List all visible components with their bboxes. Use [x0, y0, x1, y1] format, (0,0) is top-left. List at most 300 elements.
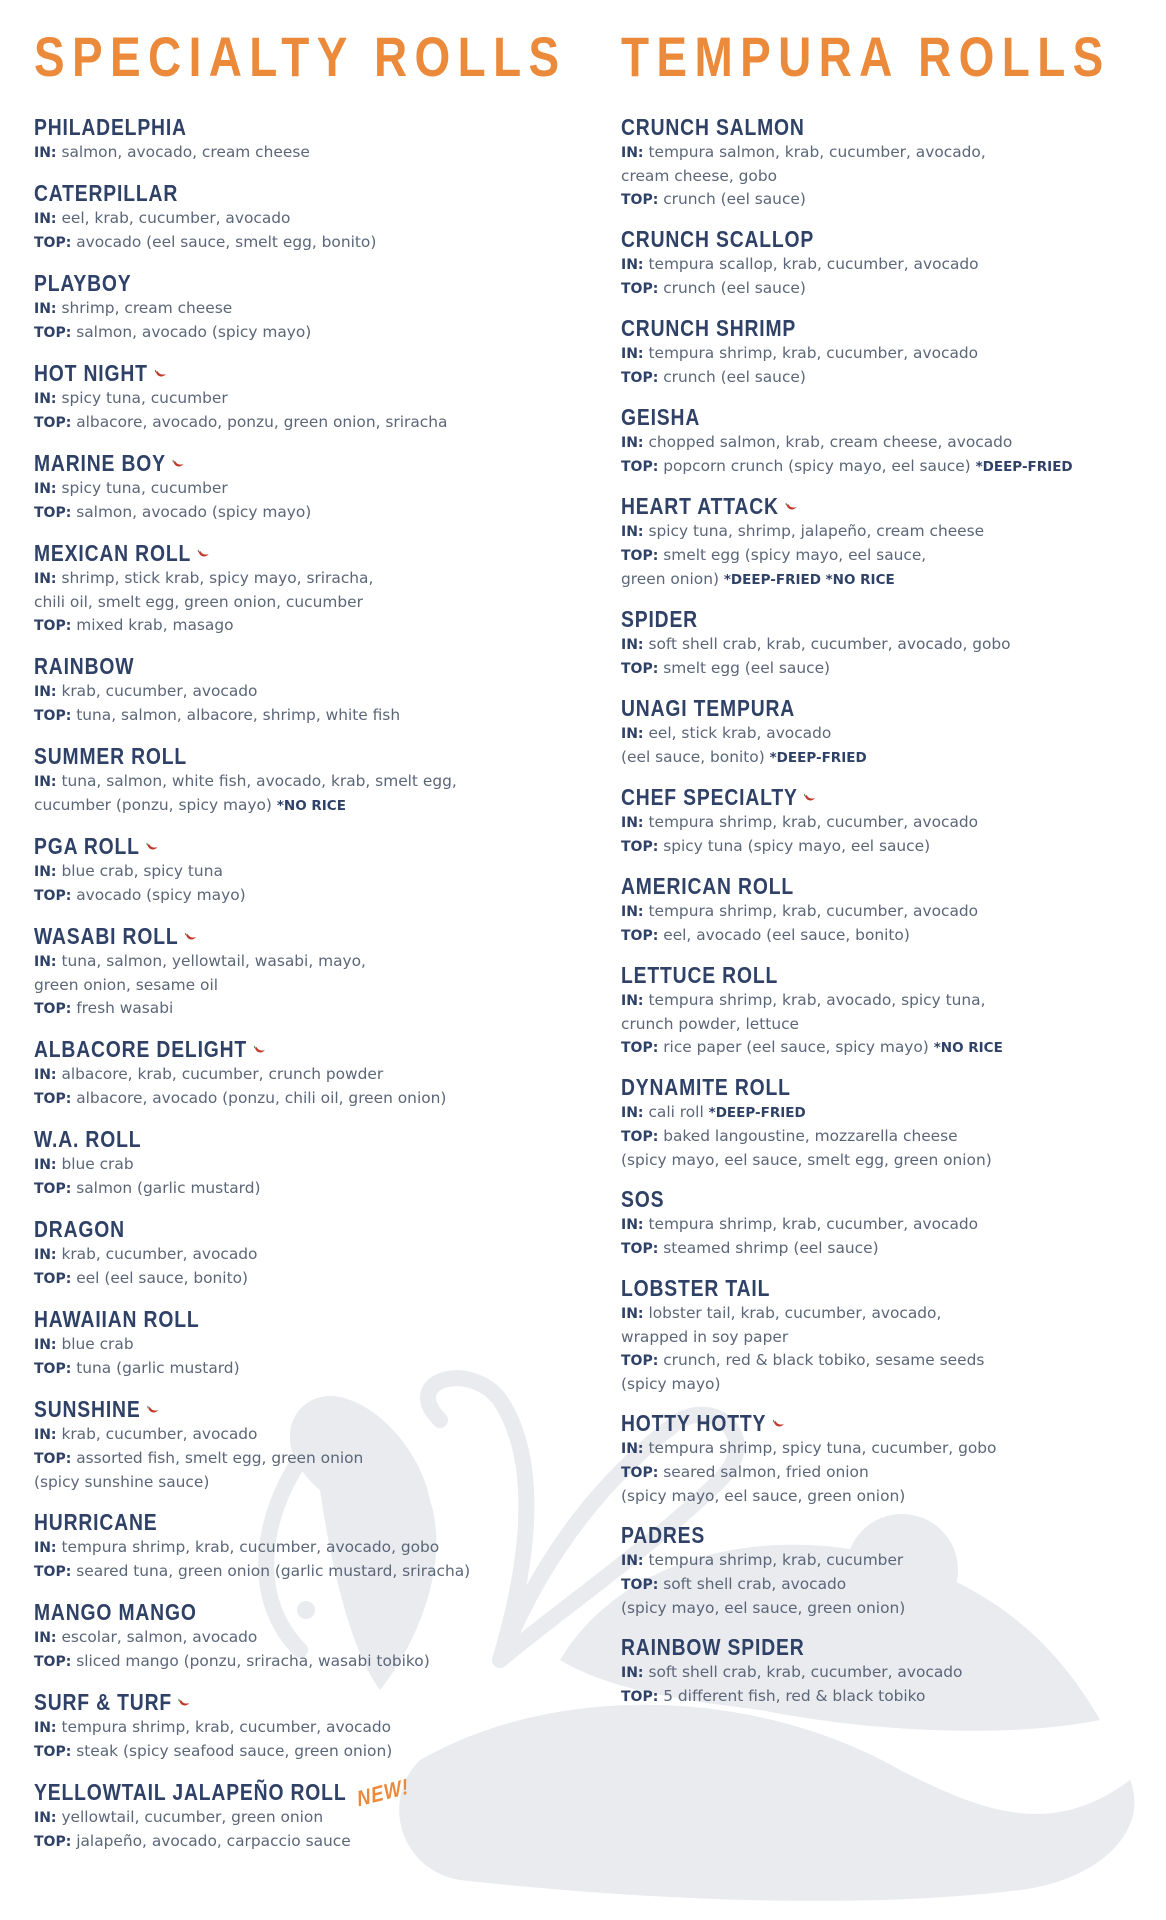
menu-item-line: [621, 900, 1151, 924]
line-text: crunch (eel sauce): [663, 368, 806, 386]
menu-item-line: [34, 704, 574, 728]
line-text: salmon, avocado, cream cheese: [61, 143, 310, 161]
menu-item-line: [34, 974, 574, 997]
menu-item-line: [34, 1267, 574, 1291]
menu-item-line: [34, 387, 574, 411]
chili-pepper-icon: [147, 842, 159, 852]
menu-item-line: [34, 591, 574, 614]
menu-item-line: [34, 141, 574, 165]
chili-pepper-icon: [786, 502, 798, 512]
line-text: baked langoustine, mozzarella cheese: [663, 1127, 958, 1145]
menu-item-line: [621, 1485, 1151, 1508]
line-text: tempura scallop, krab, cucumber, avocado: [648, 255, 979, 273]
menu-item-name-text: SOS: [621, 1186, 665, 1212]
line-label: TOP:: [621, 1040, 659, 1056]
menu-item-name: [621, 114, 1066, 141]
line-text: blue crab, spicy tuna: [61, 862, 223, 880]
line-label: IN:: [34, 1337, 57, 1353]
menu-item-line: [621, 342, 1151, 366]
line-label: IN:: [34, 211, 57, 227]
line-text: tempura shrimp, krab, cucumber, avocado: [648, 813, 979, 831]
line-text: tuna, salmon, yellowtail, wasabi, mayo,: [61, 952, 366, 970]
chili-pepper-icon: [185, 932, 197, 942]
menu-item-name: [621, 873, 1066, 900]
line-text: (spicy mayo, eel sauce, green onion): [621, 1487, 906, 1505]
line-label: IN:: [621, 815, 644, 831]
menu-item-line: [34, 1830, 574, 1854]
menu-item-name-text: PADRES: [621, 1522, 706, 1548]
line-text: 5 different fish, red & black tobiko: [663, 1687, 926, 1705]
line-text: chopped salmon, krab, cream cheese, avocado: [648, 433, 1013, 451]
menu-item-line: [34, 411, 574, 435]
line-text: green onion): [621, 570, 719, 588]
chili-pepper-icon: [773, 1419, 785, 1429]
menu-item-line: [621, 1237, 1151, 1261]
line-text: krab, cucumber, avocado: [61, 1425, 258, 1443]
line-label: IN:: [34, 391, 57, 407]
menu-item-line: [34, 321, 574, 345]
menu-item-name-text: HOTTY HOTTY: [621, 1410, 767, 1436]
menu-item-name-text: RAINBOW: [34, 653, 135, 679]
menu-item-line: [34, 1716, 574, 1740]
menu-item: [621, 695, 1151, 770]
menu-item-name-text: MANGO MANGO: [34, 1599, 197, 1625]
line-text: krab, cucumber, avocado: [61, 682, 258, 700]
menu-item: [621, 1410, 1151, 1508]
line-label: IN:: [621, 1306, 644, 1322]
menu-item-name-text: GEISHA: [621, 404, 701, 430]
menu-item-name: [34, 1306, 488, 1333]
menu-item-line: [34, 1153, 574, 1177]
menu-item-line: [34, 1333, 574, 1357]
line-label: TOP:: [34, 888, 72, 904]
menu-item-line: [621, 989, 1151, 1013]
menu-item-line: [621, 1461, 1151, 1485]
line-label: IN:: [621, 346, 644, 362]
line-text: soft shell crab, krab, cucumber, avocado, gobo: [648, 635, 1011, 653]
menu-item: [34, 1216, 574, 1291]
menu-item-name-text: CRUNCH SALMON: [621, 114, 805, 140]
menu-item: [34, 114, 574, 165]
menu-item-name: [34, 1773, 488, 1812]
menu-item-line: [34, 1423, 574, 1447]
line-text: tuna (garlic mustard): [76, 1359, 240, 1377]
line-text: tempura shrimp, krab, cucumber: [648, 1551, 904, 1569]
line-label: IN:: [621, 1553, 644, 1569]
chili-pepper-icon: [804, 793, 816, 803]
line-text: (eel sauce, bonito): [621, 748, 765, 766]
menu-item-name-text: SURF & TURF: [34, 1689, 173, 1715]
menu-item-line: [621, 1597, 1151, 1620]
line-label: IN:: [34, 571, 57, 587]
line-label: IN:: [34, 1427, 57, 1443]
menu-item-line: [621, 188, 1151, 212]
menu-item-name: [621, 493, 1066, 520]
menu-item-line: [621, 1036, 1151, 1060]
line-label: IN:: [34, 1157, 57, 1173]
line-text: smelt egg (spicy mayo, eel sauce,: [663, 546, 927, 564]
menu-item-line: [34, 770, 574, 794]
menu-item-line: [621, 277, 1151, 301]
menu-item-name-text: SPIDER: [621, 606, 698, 632]
menu-item: [621, 606, 1151, 681]
menu-item-line: [34, 1447, 574, 1471]
line-text: popcorn crunch (spicy mayo, eel sauce): [663, 457, 971, 475]
line-text: krab, cucumber, avocado: [61, 1245, 258, 1263]
menu-item-line: [34, 1243, 574, 1267]
menu-item-line: [34, 477, 574, 501]
menu-item-name: [621, 1186, 1066, 1213]
menu-item: [34, 1599, 574, 1674]
line-note: *DEEP-FRIED *NO RICE: [723, 572, 895, 588]
menu-item: [621, 315, 1151, 390]
menu-item-name-text: DRAGON: [34, 1216, 125, 1242]
menu-item-name: [621, 315, 1066, 342]
line-text: tuna, salmon, white fish, avocado, krab, smelt egg,: [61, 772, 457, 790]
line-text: cucumber (ponzu, spicy mayo): [34, 796, 272, 814]
menu-item-name: [34, 923, 488, 950]
line-label: TOP:: [621, 839, 659, 855]
line-label: IN:: [621, 145, 644, 161]
menu-item-line: [34, 884, 574, 908]
line-label: TOP:: [34, 1271, 72, 1287]
menu-item-line: [34, 794, 574, 818]
menu-item-line: [621, 811, 1151, 835]
menu-item-line: [34, 1536, 574, 1560]
menu-item-line: [621, 1013, 1151, 1036]
menu-item-line: [34, 1650, 574, 1674]
line-text: cali roll: [648, 1103, 704, 1121]
line-label: TOP:: [621, 548, 659, 564]
line-text: tempura salmon, krab, cucumber, avocado,: [648, 143, 986, 161]
menu-item-name: [621, 1275, 1066, 1302]
menu-item-line: [34, 1471, 574, 1494]
line-label: IN:: [34, 1067, 57, 1083]
menu-item-name-text: CATERPILLAR: [34, 180, 179, 206]
menu-item-name-text: LOBSTER TAIL: [621, 1275, 771, 1301]
menu-item-line: [34, 614, 574, 638]
line-label: IN:: [34, 1247, 57, 1263]
chili-pepper-icon: [198, 549, 210, 559]
menu-item-line: [34, 207, 574, 231]
menu-item-line: [621, 1549, 1151, 1573]
line-text: avocado (eel sauce, smelt egg, bonito): [76, 233, 377, 251]
menu-item-name: [621, 962, 1066, 989]
menu-item-name-text: HEART ATTACK: [621, 493, 779, 519]
menu-item: [34, 1126, 574, 1201]
menu-item: [34, 1689, 574, 1764]
line-label: TOP:: [621, 1241, 659, 1257]
line-label: TOP:: [34, 708, 72, 724]
menu-item-name: [621, 606, 1066, 633]
line-text: eel (eel sauce, bonito): [76, 1269, 249, 1287]
line-label: IN:: [621, 993, 644, 1009]
menu-item-line: [621, 1661, 1151, 1685]
line-text: chili oil, smelt egg, green onion, cucumber: [34, 593, 363, 611]
line-label: IN:: [621, 1217, 644, 1233]
line-text: steamed shrimp (eel sauce): [663, 1239, 879, 1257]
menu-item: [621, 1186, 1151, 1261]
menu-item-line: [621, 633, 1151, 657]
menu-item-name-text: RAINBOW SPIDER: [621, 1634, 805, 1660]
line-note: *NO RICE: [933, 1040, 1003, 1056]
line-text: blue crab: [61, 1335, 134, 1353]
line-text: (spicy mayo, eel sauce, green onion): [621, 1599, 906, 1617]
line-text: mixed krab, masago: [76, 616, 234, 634]
menu-item: [34, 540, 574, 638]
menu-item-name: [34, 1689, 488, 1716]
menu-item-name-text: UNAGI TEMPURA: [621, 695, 796, 721]
line-label: IN:: [34, 774, 57, 790]
menu-item-line: [34, 1626, 574, 1650]
menu-item-name-text: MEXICAN ROLL: [34, 540, 192, 566]
line-text: tempura shrimp, krab, cucumber, avocado: [648, 1215, 979, 1233]
menu-item-name: [34, 1396, 488, 1423]
line-label: TOP:: [34, 1654, 72, 1670]
line-text: spicy tuna, shrimp, jalapeño, cream cheese: [648, 522, 985, 540]
tempura-rolls-column: [621, 22, 1151, 1723]
line-text: soft shell crab, avocado: [663, 1575, 847, 1593]
menu-item-line: [34, 680, 574, 704]
menu-item-name-text: PHILADELPHIA: [34, 114, 187, 140]
specialty-rolls-list: [34, 114, 574, 1854]
line-label: TOP:: [34, 618, 72, 634]
menu-item: [34, 450, 574, 525]
menu-item-line: [34, 1740, 574, 1764]
menu-item: [621, 962, 1151, 1060]
menu-item-name-text: DYNAMITE ROLL: [621, 1074, 791, 1100]
menu-item-line: [621, 366, 1151, 390]
line-note: *DEEP-FRIED: [708, 1105, 806, 1121]
menu-item-name: [34, 1036, 488, 1063]
menu-item: [621, 226, 1151, 301]
menu-item-name-text: MARINE BOY: [34, 450, 166, 476]
menu-item-name: [34, 833, 488, 860]
line-label: IN:: [34, 481, 57, 497]
menu-item-line: [621, 1573, 1151, 1597]
menu-item-name-text: HURRICANE: [34, 1509, 158, 1535]
menu-item: [621, 1275, 1151, 1396]
line-text: eel, stick krab, avocado: [648, 724, 832, 742]
menu-item-line: [621, 835, 1151, 859]
menu-item-line: [621, 1685, 1151, 1709]
menu-item-line: [621, 1101, 1151, 1125]
line-text: shrimp, cream cheese: [61, 299, 233, 317]
menu-item-name: [34, 540, 488, 567]
line-text: albacore, avocado, ponzu, green onion, sriracha: [76, 413, 448, 431]
menu-item: [621, 493, 1151, 592]
menu-item-line: [34, 231, 574, 255]
line-note: *DEEP-FRIED: [975, 459, 1073, 475]
line-text: eel, krab, cucumber, avocado: [61, 209, 291, 227]
menu-item-name: [34, 1216, 488, 1243]
line-label: IN:: [34, 954, 57, 970]
line-label: TOP:: [34, 1744, 72, 1760]
line-label: IN:: [621, 1665, 644, 1681]
line-label: TOP:: [621, 661, 659, 677]
menu-item-line: [621, 141, 1151, 165]
line-label: TOP:: [621, 1577, 659, 1593]
menu-item: [621, 1522, 1151, 1620]
line-label: TOP:: [34, 1181, 72, 1197]
line-text: crunch (eel sauce): [663, 190, 806, 208]
menu-item-name: [621, 1634, 1066, 1661]
menu-item-name-text: CHEF SPECIALTY: [621, 784, 798, 810]
menu-item: [34, 1306, 574, 1381]
line-label: TOP:: [34, 1834, 72, 1850]
line-text: cream cheese, gobo: [621, 167, 778, 185]
line-note: *DEEP-FRIED: [769, 750, 867, 766]
menu-item-line: [621, 1437, 1151, 1461]
menu-item-line: [621, 1149, 1151, 1172]
menu-item: [34, 1509, 574, 1584]
line-label: IN:: [621, 904, 644, 920]
line-text: spicy tuna, cucumber: [61, 479, 228, 497]
specialty-rolls-title: SPECIALTY ROLLS: [34, 25, 567, 88]
menu-item-line: [621, 455, 1151, 479]
line-text: salmon, avocado (spicy mayo): [76, 323, 312, 341]
line-text: blue crab: [61, 1155, 134, 1173]
menu-item: [34, 923, 574, 1021]
menu-item-name-text: W.A. ROLL: [34, 1126, 142, 1152]
menu-item: [34, 1036, 574, 1111]
menu-item-line: [621, 1213, 1151, 1237]
menu-item-line: [621, 657, 1151, 681]
line-label: IN:: [34, 1810, 57, 1826]
line-text: spicy tuna, cucumber: [61, 389, 228, 407]
line-text: seared salmon, fried onion: [663, 1463, 869, 1481]
chili-pepper-icon: [254, 1045, 266, 1055]
menu-item-name: [34, 114, 488, 141]
line-text: tempura shrimp, krab, cucumber, avocado: [648, 344, 979, 362]
line-text: albacore, krab, cucumber, crunch powder: [61, 1065, 384, 1083]
menu-item-line: [34, 860, 574, 884]
menu-item-line: [34, 1357, 574, 1381]
menu-item-name-text: ALBACORE DELIGHT: [34, 1036, 248, 1062]
line-text: jalapeño, avocado, carpaccio sauce: [76, 1832, 351, 1850]
menu-item-name-text: CRUNCH SHRIMP: [621, 315, 797, 341]
line-label: IN:: [621, 637, 644, 653]
menu-item: [621, 1074, 1151, 1172]
line-label: TOP:: [621, 192, 659, 208]
line-label: IN:: [621, 1441, 644, 1457]
line-text: (spicy mayo): [621, 1375, 721, 1393]
menu-item-name: [621, 404, 1066, 431]
menu-item-line: [621, 1326, 1151, 1349]
menu-item-line: [621, 924, 1151, 948]
line-label: IN:: [621, 726, 644, 742]
menu-item-line: [34, 1806, 574, 1830]
menu-item-line: [621, 568, 1151, 592]
menu-item: [34, 833, 574, 908]
line-text: albacore, avocado (ponzu, chili oil, green onion): [76, 1089, 447, 1107]
menu-item-name: [34, 1509, 488, 1536]
line-label: IN:: [34, 145, 57, 161]
menu-item-line: [621, 165, 1151, 188]
menu-item-name-text: HAWAIIAN ROLL: [34, 1306, 200, 1332]
line-text: sliced mango (ponzu, sriracha, wasabi tobiko): [76, 1652, 430, 1670]
menu-item-line: [34, 1177, 574, 1201]
menu-item: [34, 270, 574, 345]
line-text: escolar, salmon, avocado: [61, 1628, 258, 1646]
menu-item: [34, 653, 574, 728]
line-label: TOP:: [621, 281, 659, 297]
menu-item-name-text: SUNSHINE: [34, 1396, 141, 1422]
line-label: TOP:: [621, 370, 659, 386]
new-badge: NEW!: [354, 1773, 411, 1812]
line-text: (spicy sunshine sauce): [34, 1473, 210, 1491]
line-label: IN:: [34, 1630, 57, 1646]
menu-item-name: [621, 226, 1066, 253]
menu-item-name: [34, 360, 488, 387]
menu-item-line: [621, 253, 1151, 277]
line-label: TOP:: [621, 1465, 659, 1481]
line-label: TOP:: [34, 235, 72, 251]
menu-item-line: [621, 544, 1151, 568]
menu-item-line: [34, 501, 574, 525]
menu-item: [621, 784, 1151, 859]
line-text: eel, avocado (eel sauce, bonito): [663, 926, 910, 944]
line-label: IN:: [34, 1720, 57, 1736]
line-text: lobster tail, krab, cucumber, avocado,: [648, 1304, 942, 1322]
line-text: seared tuna, green onion (garlic mustard, sriracha): [76, 1562, 471, 1580]
line-text: crunch (eel sauce): [663, 279, 806, 297]
line-label: TOP:: [34, 415, 72, 431]
line-label: TOP:: [621, 459, 659, 475]
line-text: salmon (garlic mustard): [76, 1179, 261, 1197]
menu-item-line: [34, 1087, 574, 1111]
line-text: smelt egg (eel sauce): [663, 659, 831, 677]
line-label: IN:: [34, 684, 57, 700]
line-label: IN:: [621, 435, 644, 451]
menu-item-name-text: PLAYBOY: [34, 270, 132, 296]
menu-item-line: [34, 297, 574, 321]
menu-item-name-text: CRUNCH SCALLOP: [621, 226, 815, 252]
line-text: green onion, sesame oil: [34, 976, 219, 994]
menu-item-line: [34, 997, 574, 1021]
menu-item: [34, 1773, 574, 1854]
menu-item-name-text: YELLOWTAIL JALAPEÑO ROLL: [34, 1779, 347, 1805]
line-text: fresh wasabi: [76, 999, 174, 1017]
menu-item-line: [621, 722, 1151, 746]
line-text: tuna, salmon, albacore, shrimp, white fish: [76, 706, 401, 724]
line-text: tempura shrimp, krab, avocado, spicy tuna,: [648, 991, 986, 1009]
line-label: TOP:: [621, 1353, 659, 1369]
line-label: IN:: [34, 301, 57, 317]
menu-item-name: [34, 743, 488, 770]
menu-item-line: [34, 567, 574, 591]
line-label: TOP:: [34, 1564, 72, 1580]
menu-item-name: [34, 653, 488, 680]
chili-pepper-icon: [155, 369, 167, 379]
chili-pepper-icon: [147, 1405, 159, 1415]
menu-item-name-text: WASABI ROLL: [34, 923, 179, 949]
menu-item-line: [621, 746, 1151, 770]
menu-item-line: [34, 1560, 574, 1584]
line-text: crunch, red & black tobiko, sesame seeds: [663, 1351, 985, 1369]
line-text: tempura shrimp, krab, cucumber, avocado: [61, 1718, 392, 1736]
line-note: *NO RICE: [276, 798, 346, 814]
specialty-rolls-column: [34, 22, 574, 1869]
line-label: IN:: [34, 1540, 57, 1556]
line-text: avocado (spicy mayo): [76, 886, 246, 904]
line-text: steak (spicy seafood sauce, green onion): [76, 1742, 393, 1760]
menu-item-line: [34, 950, 574, 974]
line-label: TOP:: [34, 1001, 72, 1017]
line-text: (spicy mayo, eel sauce, smelt egg, green onion): [621, 1151, 992, 1169]
menu-item-line: [621, 1302, 1151, 1326]
menu-item: [34, 180, 574, 255]
